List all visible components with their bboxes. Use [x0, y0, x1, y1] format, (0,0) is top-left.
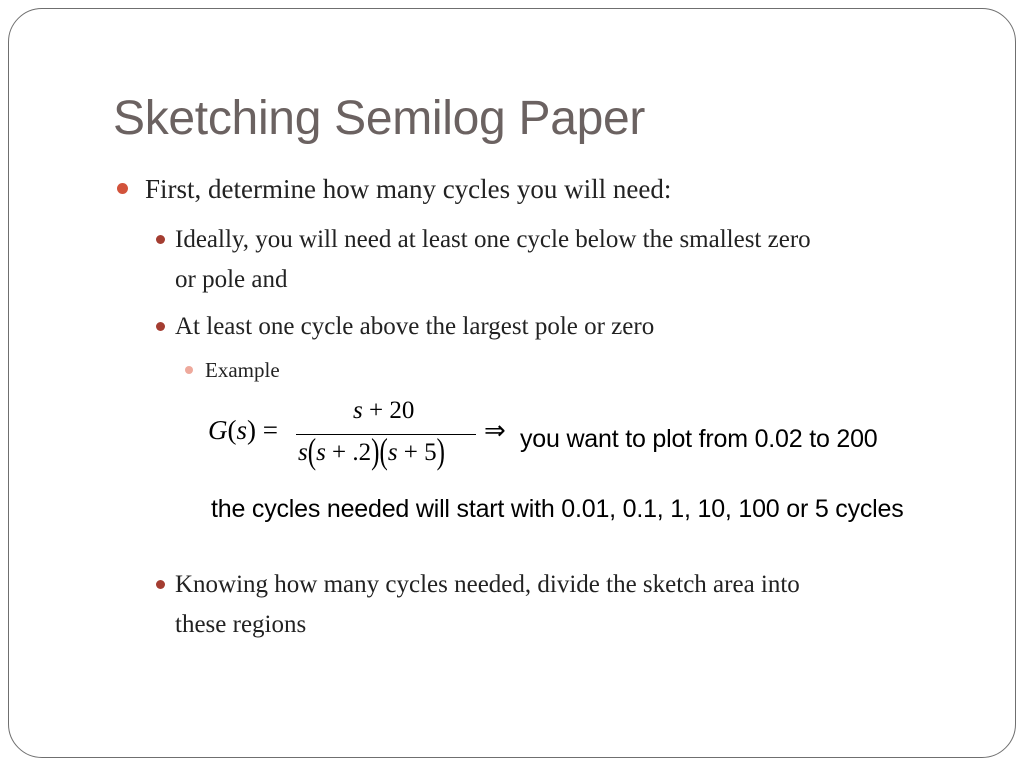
bullet-at-least — [175, 307, 654, 347]
bullet-knowing-line2: these regions — [175, 611, 307, 638]
bullet-dot-level1 — [117, 183, 128, 194]
bullet-first-text: First, determine how many cycles you will need: — [145, 174, 672, 204]
bullet-example-text: Example — [205, 358, 280, 382]
bullet-ideally — [175, 220, 811, 300]
bullet-at-least-text: At least one cycle above the largest pole or zero — [175, 313, 655, 340]
bullet-dot-level3 — [185, 366, 193, 374]
bullet-first — [145, 172, 671, 206]
implies-arrow: ⇒ — [484, 416, 506, 445]
bullet-dot-level2 — [156, 235, 165, 244]
bullet-example — [205, 356, 280, 384]
equation-numerator: s + 20 — [353, 397, 415, 424]
plot-range-text: you want to plot from 0.02 to 200 — [520, 425, 878, 453]
equation-lhs: G(s) = — [208, 415, 278, 445]
bullet-ideally-line1: Ideally, you will need at least one cycle below the smallest zero — [175, 226, 811, 253]
bullet-knowing-line1: Knowing how many cycles needed, divide the sketch area into — [175, 571, 800, 598]
cycles-text: the cycles needed will start with 0.01, 0.1, 1, 10, 100 or 5 cycles — [211, 495, 904, 523]
bullet-ideally-line2: or pole and — [175, 266, 288, 293]
bullet-dot-level2 — [156, 322, 165, 331]
equation-denominator: s(s + .2)(s + 5) — [298, 432, 445, 472]
slide-frame — [8, 8, 1016, 758]
bullet-dot-level2 — [156, 580, 165, 589]
bullet-knowing — [175, 565, 800, 645]
slide-title: Sketching Semilog Paper — [113, 92, 646, 145]
